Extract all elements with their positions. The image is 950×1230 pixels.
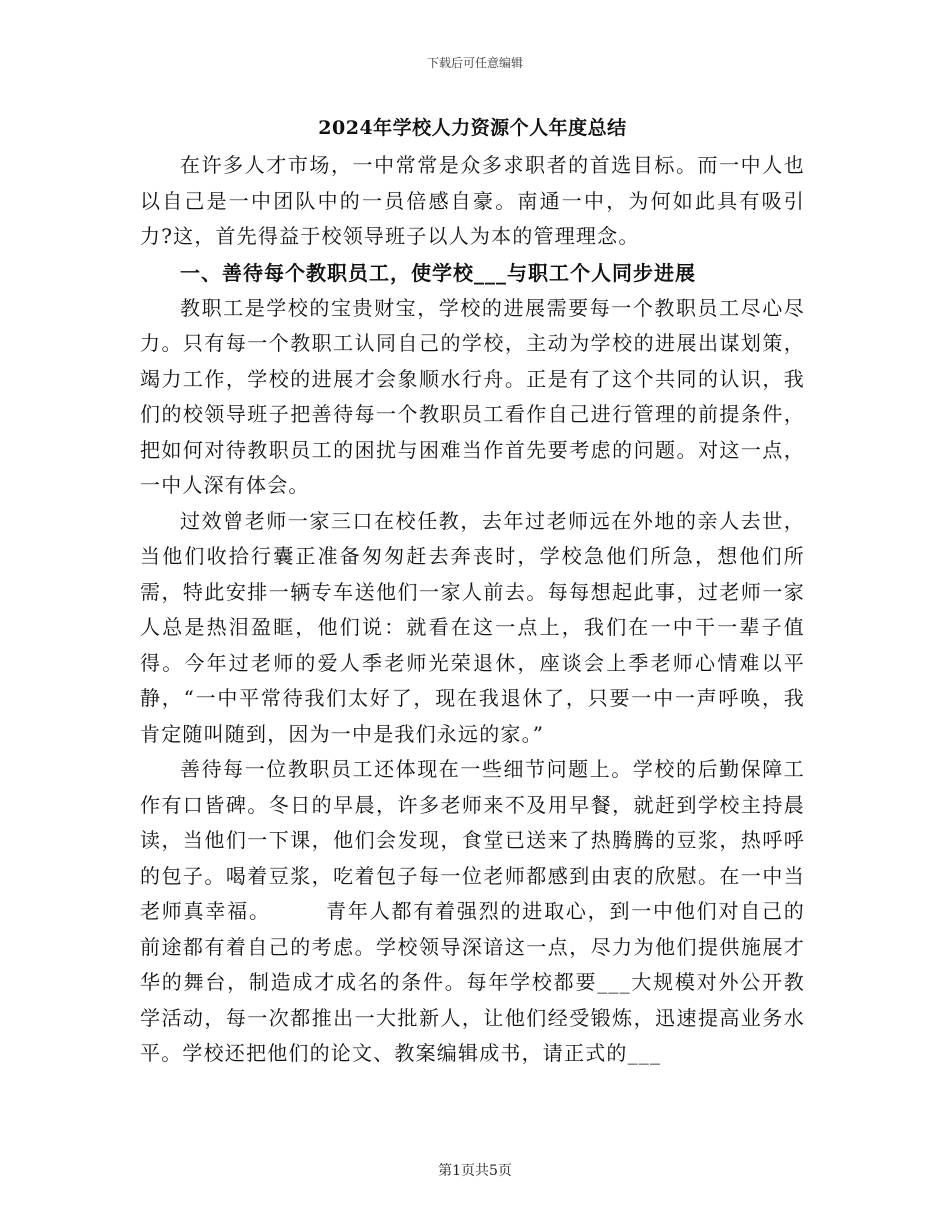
paragraph-intro: 在许多人才市场，一中常常是众多求职者的首选目标。而一中人也以自己是一中团队中的一员倍感自豪。南通一中，为何如此具有吸引力?这，首先得益于校领导班子以人为本的管理理念。 [140, 153, 805, 248]
document-title: 2024年学校人力资源个人年度总结 [318, 117, 627, 139]
page-header: 下载后可任意编辑 [426, 56, 523, 70]
section-heading-1: 一、善待每个教职员工，使学校___与职工个人同步进展 [180, 260, 696, 285]
paragraph-4: 善待每一位教职员工还体现在一些细节问题上。学校的后勤保障工作有口皆碑。冬日的早晨，许多老师来不及用早餐，就赶到学校主持晨读，当他们一下课，他们会发现，食堂已送来了热腾腾的豆浆，热呼呼的包子。喝着豆浆，吃着包子每一位老师都感到由衷的欣慰。在一中当老师真幸福。 青年人都有着强烈的进取心，到一中他们对自己的前途都有着自己的考虑。学校领导深谙这一点，尽力为他们提供施展才华的舞台，制造成才成名的条件。每年学校都要___大规模对外公开教学活动，每一次都推出一大批新人，让他们经受锻炼，迅速提高业务水平。学校还把他们的论文、教案编辑成书，请正式的___ [140, 757, 805, 1065]
paragraph-3: 过效曾老师一家三口在校任教，去年过老师远在外地的亲人去世，当他们收拾行囊正准备匆匆赶去奔丧时，学校急他们所急，想他们所需，特此安排一辆专车送他们一家人前去。每每想起此事，过老师一家人总是热泪盈眶，他们说：就看在这一点上，我们在一中干一辈子值得。今年过老师的爱人季老师光荣退休，座谈会上季老师心情难以平静，“一中平常待我们太好了，现在我退休了，只要一中一声呼唤，我肯定随叫随到，因为一中是我们永远的家。” [140, 508, 805, 746]
page-footer: 第1页共5页 [438, 1163, 512, 1179]
document-body [140, 108, 805, 1072]
paragraph-2: 教职工是学校的宝贵财宝，学校的进展需要每一个教职员工尽心尽力。只有每一个教职工认同自己的学校，主动为学校的进展出谋划策，竭力工作，学校的进展才会象顺水行舟。正是有了这个共同的认识，我们的校领导班子把善待每一个教职员工看作自己进行管理的前提条件，把如何对待教职员工的困扰与困难当作首先要考虑的问题。对这一点，一中人深有体会。 [140, 295, 805, 497]
